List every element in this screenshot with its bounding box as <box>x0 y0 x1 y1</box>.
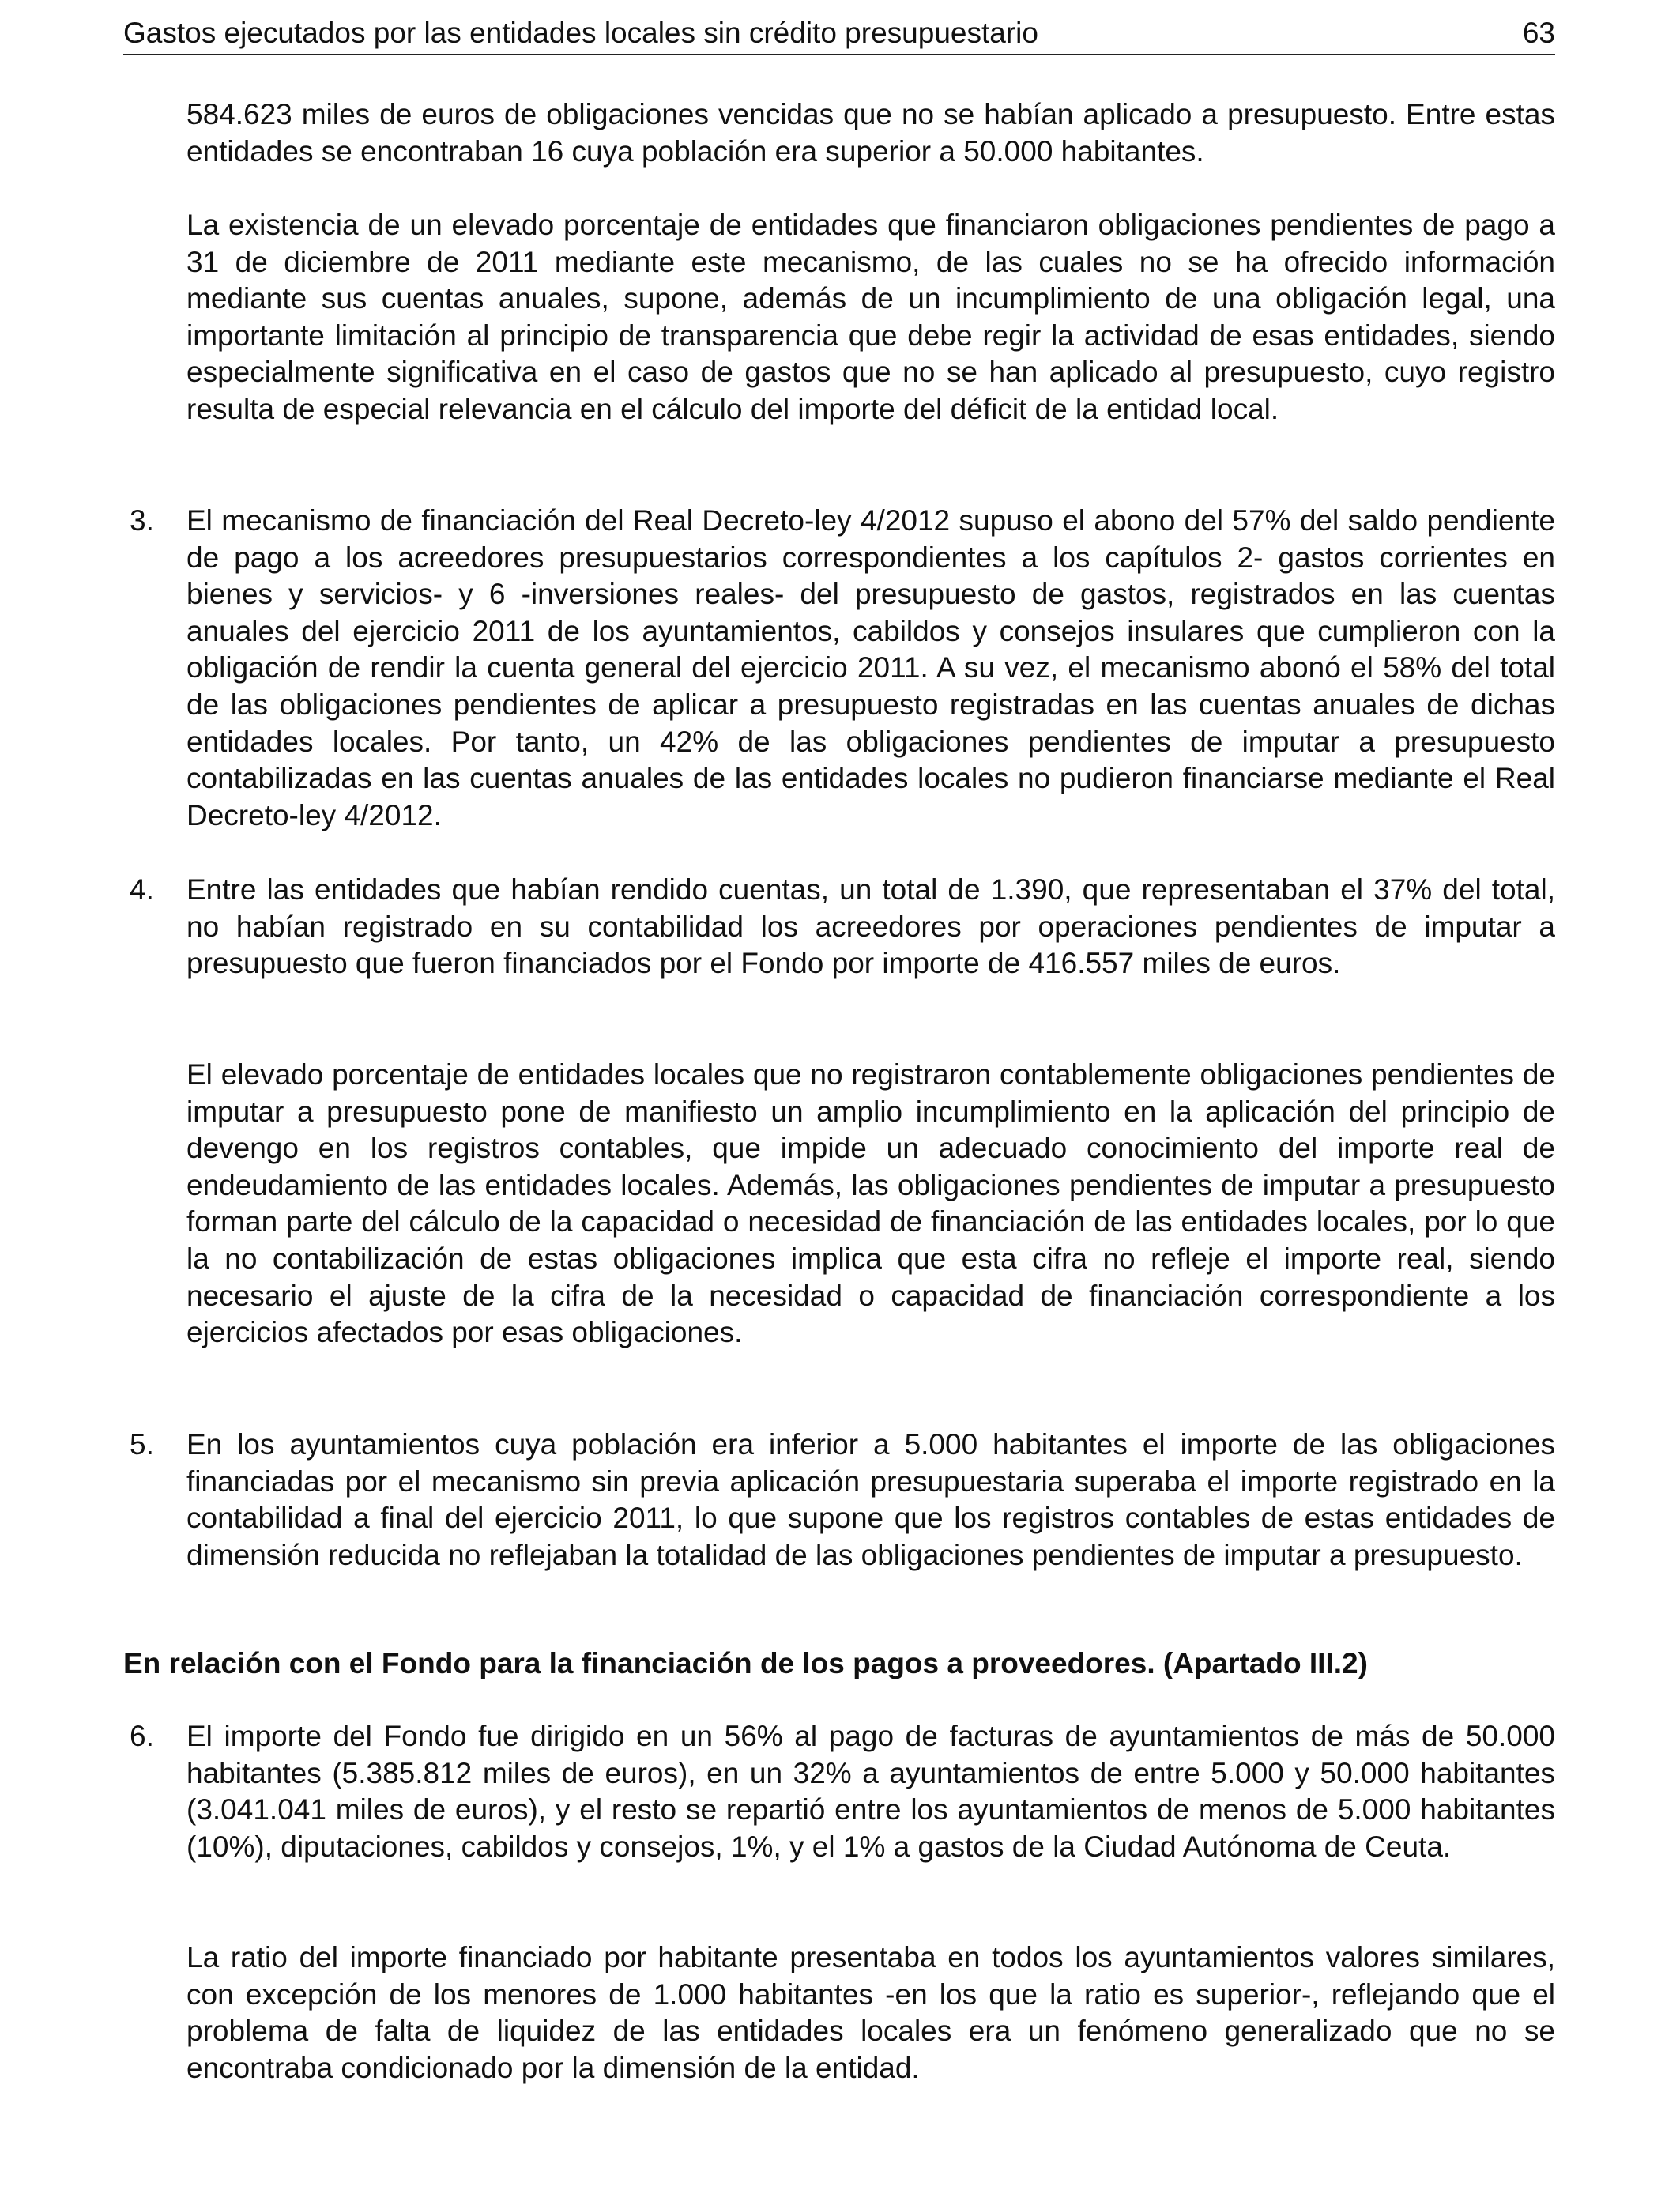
intro-transparency-paragraph: La existencia de un elevado porcentaje de entidades que financiaron obligaciones pendientes de pago a 31 de diciembre de 2011 mediante este mecanismo, de las cuales no se ha ofrecido información mediante sus cuentas anuales, supone, además de un incumplimiento de una obligación legal, una importante limitación al principio de transparencia que debe regir la actividad de esas entidades, siendo especialmente significativa en el caso de gastos que no se han aplicado al presupuesto, cuyo registro resulta de especial relevancia en el cálculo del importe del déficit de la entidad local. <box>186 209 1555 425</box>
item-6-paragraph: El importe del Fondo fue dirigido en un 56% al pago de facturas de ayuntamientos de más de 50.000 habitantes (5.385.812 miles de euros), en un 32% a ayuntamientos de entre 5.000 y 50.000 habitantes (3.041.041 miles de euros), y el resto se repartió entre los ayuntamientos de menos de 5.000 habitantes (10%), diputaciones, cabildos y consejos, 1%, y el 1% a gastos de la Ciudad Autónoma de Ceuta. <box>186 1720 1555 1863</box>
page-number: 63 <box>1522 17 1555 49</box>
page-header <box>123 14 1555 55</box>
item-4-number: 4. <box>130 873 154 906</box>
item-5-number: 5. <box>130 1428 154 1461</box>
item-3-paragraph: El mecanismo de financiación del Real Decreto-ley 4/2012 supuso el abono del 57% del saldo pendiente de pago a los acreedores presupuestarios correspondientes a los capítulos 2- gastos corrientes en bienes y servicios- y 6 -inversiones reales- del presupuesto de gastos, registrados en las cuentas anuales del ejercicio 2011 de los ayuntamientos, cabildos y consejos insulares que cumplieron con la obligación de rendir la cuenta general del ejercicio 2011. A su vez, el mecanismo abonó el 58% del total de las obligaciones pendientes de aplicar a presupuesto registradas en las cuentas anuales de dichas entidades locales. Por tanto, un 42% de las obligaciones pendientes de imputar a presupuesto contabilizadas en las cuentas anuales de las entidades locales no pudieron financiarse mediante el Real Decreto-ley 4/2012. <box>186 504 1555 831</box>
item-3-number: 3. <box>130 504 154 537</box>
item-5-paragraph: En los ayuntamientos cuya población era inferior a 5.000 habitantes el importe de las obligaciones financiadas por el mecanismo sin previa aplicación presupuestaria superaba el importe registrado en la contabilidad a final del ejercicio 2011, lo que supone que los registros contables de estas entidades de dimensión reducida no reflejaban la totalidad de las obligaciones pendientes de imputar a presupuesto. <box>186 1428 1555 1571</box>
running-title: Gastos ejecutados por las entidades locales sin crédito presupuestario <box>123 17 1038 49</box>
item-4-followup-paragraph: El elevado porcentaje de entidades locales que no registraron contablemente obligaciones pendientes de imputar a presupuesto pone de manifiesto un amplio incumplimiento en la aplicación del principio de devengo en los registros contables, que impide un adecuado conocimiento del importe real de endeudamiento de las entidades locales. Además, las obligaciones pendientes de imputar a presupuesto forman parte del cálculo de la capacidad o necesidad de financiación de las entidades locales, por lo que la no contabilización de estas obligaciones implica que esta cifra no refleje el importe real, siendo necesario el ajuste de la cifra de la necesidad o capacidad de financiación correspondiente a los ejercicios afectados por esas obligaciones. <box>186 1058 1555 1349</box>
item-6-number: 6. <box>130 1720 154 1752</box>
intro-continuation-paragraph: 584.623 miles de euros de obligaciones vencidas que no se habían aplicado a presupuesto. Entre estas entidades se encontraban 16 cuya población era superior a 50.000 habitantes. <box>186 98 1555 168</box>
item-4-paragraph: Entre las entidades que habían rendido cuentas, un total de 1.390, que representaban el 37% del total, no habían registrado en su contabilidad los acreedores por operaciones pendientes de imputar a presupuesto que fueron financiados por el Fondo por importe de 416.557 miles de euros. <box>186 873 1555 980</box>
item-6-followup-paragraph: La ratio del importe financiado por habitante presentaba en todos los ayuntamientos valores similares, con excepción de los menores de 1.000 habitantes -en los que la ratio es superior-, reflejando que el problema de falta de liquidez de las entidades locales era un fenómeno generalizado que no se encontraba condicionado por la dimensión de la entidad. <box>186 1941 1555 2084</box>
section-heading: En relación con el Fondo para la financiación de los pagos a proveedores. (Apartado III.2) <box>123 1647 1368 1679</box>
